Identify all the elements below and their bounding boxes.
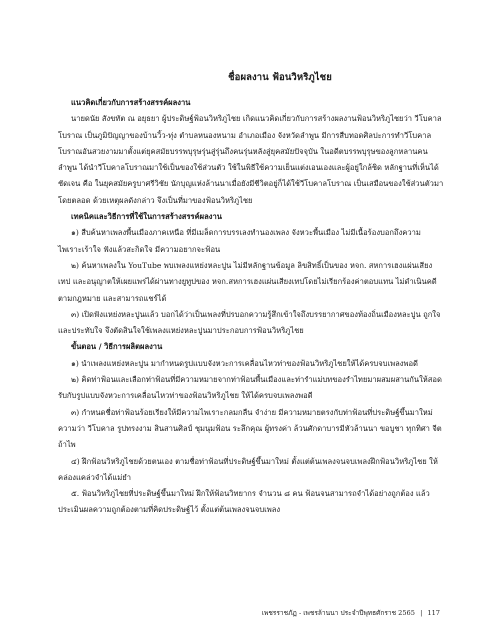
page-number: 117	[427, 609, 440, 617]
process-step-2: ๒) คิดท่าฟ้อนและเลือกท่าฟ้อนที่มีความหมายจากท่าฟ้อนพื้นเมืองและท่ารำแม่บทของรำไทยมาผสมผสานกันให้สอดรับกับรูปแบบจังหวะการเคลื่อนไหวท่าของฟ้อนวิหริภูไชย ให้ได้ครบจบเพลงพอดี	[58, 375, 442, 401]
process-step-3: ๓) กำหนดชื่อท่าฟ้อนร้อยเรียงให้มีความไพเราะกลมกลืน จำง่าย มีความหมายตรงกับท่าฟ้อนที่ประดิษฐ์ขึ้นมาใหม่ ความว่า วีโบคาล รูปทรงงาม สินสานศิลป์ ชุมนุมฟ้อน ระลึกคุณ ผู้ทรงค่า ล้วนศักดาบารมีหัวล้านนา ขอบูชา ทุกทิศา จีตถ้าไพ	[58, 407, 442, 450]
document-body	[58, 95, 444, 519]
journal-name: เพชรราชภัฏ - เพชรล้านนา ประจำปีพุทธศักราช 2565	[261, 609, 415, 617]
section-heading-process: ขั้นตอน / วิธีการผลิตผลงาน	[71, 342, 163, 352]
techniques-item-2: ๒) ค้นหาเพลงใน YouTube พบเพลงแหย่งหละปูน ไม่มีหลักฐานข้อมูล ลิขสิทธิ์เป็นของ หจก. สหการเฮงแผ่นเสียงเทป และอนุญาตให้เผยแพร่ได้ผ่านทางยูทูปของ หจก.สหการเฮงแผ่นเสียงเทปโดยไม่เรียกร้องค่าตอบแทน ไม่ดำเนินคดีตามกฎหมาย และสามารถแชร์ได้	[58, 260, 437, 303]
footer-separator: |	[420, 609, 423, 617]
process-step-5: ๕. ฟ้อนวิหริภูไชยที่ประดิษฐ์ขึ้นมาใหม่ ฝึกให้ฟ้อนวิทยากร จำนวน ๘ คน ฟ้อนจนสามารถจำได้อย่างถูกต้อง แล้วประเมินผลความถูกต้องตามที่คิดประดิษฐ์ไว้ ตั้งแต่ต้นเพลงจนจบเพลง	[58, 489, 430, 515]
techniques-item-1: ๑) สืบค้นหาเพลงพื้นเมืองภาคเหนือ ที่มีเมล็ดการบรรเลงทำนองเพลง จังหวะพื้นเมือง ไม่มีเนื้อร้องบอกถึงความไพเราะเร้าใจ ฟังแล้วสะกิดใจ มีความอยากจะฟ้อน	[58, 228, 421, 254]
process-step-4: ๔) ฝึกฟ้อนวิหริภูไชยด้วยตนเอง ตามชื่อท่าฟ้อนที่ประดิษฐ์ขึ้นมาใหม่ ตั้งแต่ต้นเพลงจนจบเพลงฝึกฟ้อนวิหริภูไชย ให้คล่องแคล่วจำได้แม่ยำ	[58, 456, 438, 482]
process-step-1: ๑) นำเพลงแหย่งหละปูน มากำหนดรูปแบบจังหวะการเคลื่อนไหวท่าของฟ้อนวิหริภูไชยให้ได้ครบจบเพลงพอดี	[71, 358, 418, 368]
section-heading-concept: แนวคิดเกี่ยวกับการสร้างสรรค์ผลงาน	[71, 98, 191, 107]
techniques-item-3: ๓) เปิดฟังแหย่งหละปูนแล้ว บอกได้ว่าเป็นเพลงที่ปรบอกความรู้สึกเข้าใจถึงบรรยากาศของท้องถิ่นเมืองหละปูน ถูกใจ และประทับใจ จึงตัดสินใจใช้เพลงแหย่งหละปูนมาประกอบการฟ้อนวิหริภูไชย	[58, 309, 441, 336]
section-heading-techniques: เทคนิคและวิธีการที่ใช้ในการสร้างสรรค์ผลงาน	[71, 212, 222, 222]
document-title: ชื่อผลงาน ฟ้อนวิหริภูไชย	[228, 72, 332, 83]
page-footer	[250, 607, 440, 618]
section-concept-paragraph: นายดนัย สังขทัต ณ อยุธยา ผู้ประดิษฐ์ฟ้อนวิหริภูไชย เกิดแนวคิดเกี่ยวกับการสร้างผลงานฟ้อนวิหริภูไชยว่า วีโบคาลโบราณ เป็นภูมิปัญญาของบ้านวิ้ว-ทุ่ง ตำบลหนองหนาม อำเภอเมือง จังหวัดลำพูน มีการสืบทอดศิลปะการทำวีโบคาลโบราณอันสวยงามมาตั้งแต่ยุคสมัยบรรพบุรุษรุ่นสู่รุ่นถึงคนรุ่นหลังสู่ยุคสมัยปัจจุบัน ในอดีตบรรพบุรุษของลูกหลานคนลำพูน ได้นำวีโบคาลโบราณมาใช้เป็นของใช้ส่วนตัว ใช้ในพิธีใช้ความเย็นแต่งเอนเองและผู้อยู่ใกล้ชิด หลักฐานที่เห็นได้ชัดเจน คือ ในยุคสมัยครูบาศรีวิชัย นักบุญแห่งล้านนาเมื่อยังมีชีวิตอยู่ก็ได้ใช้วีโบคาลโบราณ เป็นเสมือนของใช้ส่วนตัวมาโดยตลอด ด้วยเหตุผลดังกล่าว จึงเป็นที่มาของฟ้อนวิหริภูไชย	[58, 114, 444, 205]
